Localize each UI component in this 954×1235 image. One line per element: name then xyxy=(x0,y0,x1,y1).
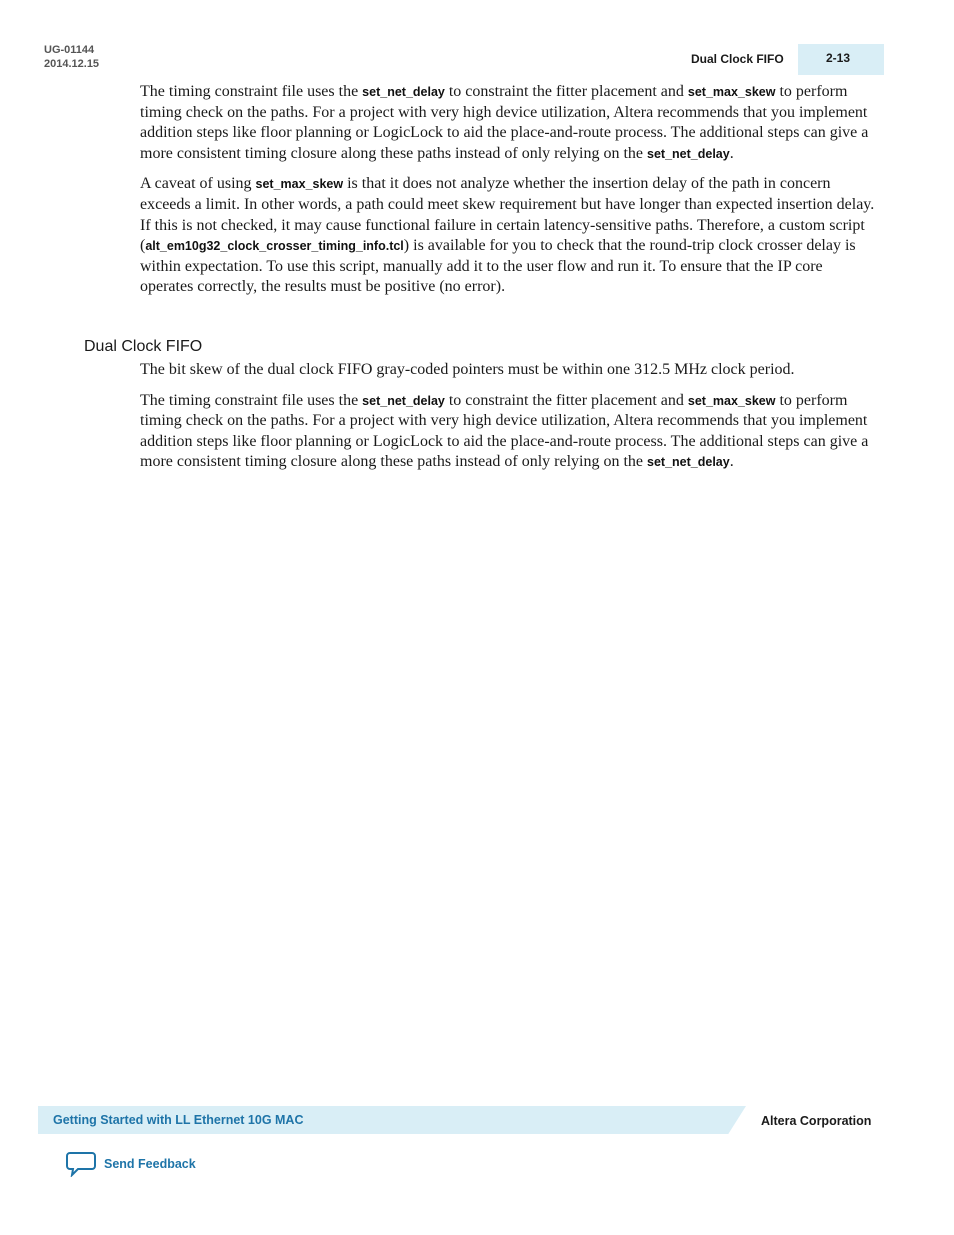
send-feedback-label[interactable]: Send Feedback xyxy=(104,1157,196,1171)
code-term: set_net_delay xyxy=(647,455,730,470)
code-term: set_max_skew xyxy=(255,177,344,192)
text-run: to perform timing check on the paths. For a project with very high device utilization, Altera recommends that you implement addition steps like floor planning or LogicLock to aid the place-and-route process. The additional steps can give a more consistent timing closure along these paths instead of only relying on the xyxy=(140,83,869,162)
footer-company: Altera Corporation xyxy=(761,1114,872,1128)
paragraph-caveat xyxy=(140,174,875,298)
running-section-title: Dual Clock FIFO xyxy=(691,52,784,66)
script-filename: alt_em10g32_clock_crosser_timing_info.tcl xyxy=(145,239,404,254)
text-run: to constraint the fitter placement and xyxy=(444,83,688,100)
paragraph-timing-constraint xyxy=(140,82,875,164)
paragraph-bit-skew: The bit skew of the dual clock FIFO gray-coded pointers must be within one 312.5 MHz clock period. xyxy=(140,361,795,378)
document-date: 2014.12.15 xyxy=(44,58,100,70)
speech-bubble-icon xyxy=(66,1151,96,1177)
code-term: set_max_skew xyxy=(687,393,776,408)
text-run: to perform timing check on the paths. For a project with very high device utilization, Altera recommends that you implement addition steps like floor planning or LogicLock to aid the place-and-route process. The additional steps can give a more consistent timing closure along these paths instead of only relying on the xyxy=(140,391,869,471)
code-term: set_net_delay xyxy=(647,146,730,161)
text-run: . xyxy=(729,144,734,162)
text-run: A caveat of using xyxy=(140,175,256,193)
paragraph-timing-constraint-2 xyxy=(140,391,875,473)
section-heading: Dual Clock FIFO xyxy=(84,338,203,355)
text-run: The timing constraint file uses the xyxy=(140,391,363,409)
text-run: . xyxy=(729,453,734,471)
section-body-2 xyxy=(140,360,875,483)
document-id: UG-01144 xyxy=(44,44,95,56)
document-meta xyxy=(44,43,99,71)
code-term: set_net_delay xyxy=(362,393,445,408)
text-run: to constraint the fitter placement and xyxy=(444,391,688,409)
code-term: set_max_skew xyxy=(687,85,776,99)
text-run: is that it does not analyze whether the insertion delay of the path in concern exceeds a limit. In other words, a path could meet skew requirement but have longer than expected insertion delay. If this is not checked, it may cause functional failure in certain latency-sensitive paths. Therefore, a custom script ( xyxy=(140,175,875,255)
text-run: The timing constraint file uses the xyxy=(140,83,363,100)
send-feedback-link[interactable] xyxy=(66,1150,196,1178)
footer-document-title[interactable]: Getting Started with LL Ethernet 10G MAC xyxy=(53,1113,304,1127)
page-number: 2-13 xyxy=(826,51,851,65)
section-body-1 xyxy=(140,82,875,308)
page-number-tab xyxy=(798,44,884,75)
code-term: set_net_delay xyxy=(362,85,445,99)
text-run: ) is available for you to check that the round-trip clock crosser delay is within expectation. To use this script, manually add it to the user flow and run it. To ensure that the IP core operates correctly, the results must be positive (no error). xyxy=(140,237,856,296)
